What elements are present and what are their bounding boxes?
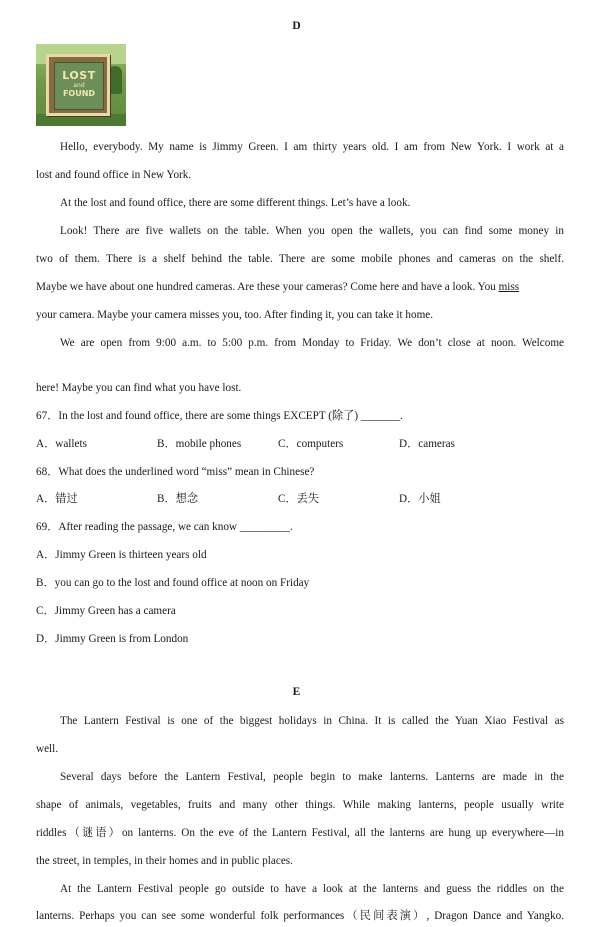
q69-option-d: D．Jimmy Green is from London [36,633,189,645]
passage-d-line: lost and found office in New York. [36,169,192,181]
question-68: 68．What does the underlined word “miss” mean in Chinese? [36,466,315,478]
passage-d-line: Look! There are five wallets on the table. When you open the wallets, you can find some money in [60,225,564,237]
passage-e-line: shape of animals, vegetables, fruits and many other things. While making lanterns, people usually write [36,799,564,811]
image-title-line1: LOST [62,69,96,82]
q69-option-b: B．you can go to the lost and found office at noon on Friday [36,577,310,589]
q67-option-c: C．computers [278,438,344,450]
image-title-line2: and [73,82,85,89]
section-e-heading: E [292,686,301,698]
passage-e-line: the street, in temples, in their homes and in public places. [36,855,293,867]
passage-d-line-with-underline [36,280,564,294]
q67-option-d: D．cameras [399,438,455,450]
section-d-heading: D [292,20,301,32]
q68-option-b: B．想念 [157,493,199,505]
question-69: 69．After reading the passage, we can know _________. [36,521,293,533]
passage-e-line: At the Lantern Festival people go outside to have a look at the lanterns and guess the riddles on the [60,883,564,895]
passage-d-line: here! Maybe you can find what you have lost. [36,382,242,394]
image-title-line3: FOUND [62,89,96,98]
q67-option-a: A．wallets [36,438,87,450]
passage-d-line: Hello, everybody. My name is Jimmy Green. I am thirty years old. I am from New York. I work at a [60,141,564,153]
passage-e-line: Several days before the Lantern Festival, people begin to make lanterns. Lanterns are made in the [60,771,564,783]
underlined-word-miss: miss [498,281,520,293]
passage-d-line: two of them. There is a shelf behind the table. There are some mobile phones and cameras on the shelf. [36,253,564,265]
passage-d-line: At the lost and found office, there are some different things. Let’s have a look. [60,197,411,209]
passage-e-line: well. [36,743,59,755]
lost-and-found-image [36,44,126,126]
passage-d-line: We are open from 9:00 a.m. to 5:00 p.m. from Monday to Friday. We don’t close at noon. Welcome [60,337,564,349]
q69-option-a: A．Jimmy Green is thirteen years old [36,549,207,561]
passage-e-line: lanterns. Perhaps you can see some wonderful folk performances（民间表演）, Dragon Dance and Yangko. [36,910,564,922]
passage-e-line: The Lantern Festival is one of the biggest holidays in China. It is called the Yuan Xiao Festival as [60,715,564,727]
q68-option-c: C．丢失 [278,493,320,505]
tree-graphic [108,66,122,94]
sign-board-graphic [46,54,110,116]
q68-option-a: A．错过 [36,493,78,505]
passage-d-line: your camera. Maybe your camera misses you, too. After finding it, you can take it home. [36,309,434,321]
passage-e-line: riddles（谜语）on lanterns. On the eve of the Lantern Festival, all the lanterns are hung up everywhere—in [36,827,564,839]
passage-d-text: Maybe we have about one hundred cameras. Are these your cameras? Come here and have a look. You [36,281,499,293]
q68-option-d: D．小姐 [399,493,441,505]
question-67: 67．In the lost and found office, there are some things EXCEPT (除了) _______. [36,410,403,422]
q67-option-b: B．mobile phones [157,438,242,450]
q69-option-c: C．Jimmy Green has a camera [36,605,176,617]
